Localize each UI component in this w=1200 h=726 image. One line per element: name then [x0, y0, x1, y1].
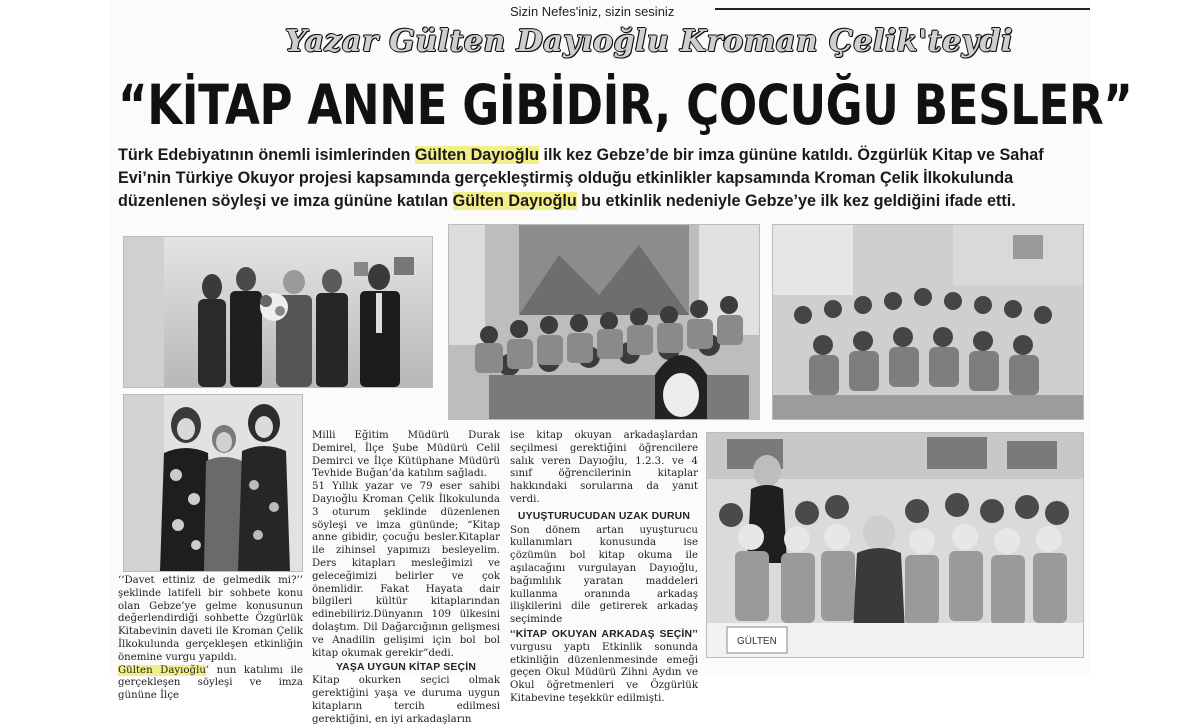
column-paragraph: Kitap okurken seçici olmak gerektiğini yaşa ve duruma uygun kitapların tercih edilmesi gerektiğini, en iyi arkadaşların — [312, 675, 500, 725]
lede-text: ilk kez Gebze’de bir imza gününe katıldı. Özgürlük Kitap ve Sahaf Evi’nin Türkiye Okuyor projesi kapsamında gerçekleştirmiş olduğu etkinlikler kapsamında Kroman Çelik İlkokulunda düzenlenen söyleşi ve imza gününe katılan — [118, 146, 1044, 210]
author-name-highlight: Gülten Dayıoğlu — [118, 664, 206, 676]
lede-text: bu etkinlik nedeniyle Gebze’ye ilk kez geldiğini ifade etti. — [576, 192, 1016, 210]
article-column-2 — [312, 430, 500, 726]
column-text: ’ nun katılımı ile gerçekleşen söyleşi ve imza gününe İlçe — [118, 664, 304, 702]
section-subhead: ‘‘KİTAP OKUYAN ARKADAŞ SEÇİN’’ — [510, 628, 698, 640]
column-paragraph: Milli Eğitim Müdürü Durak Demirel, İlçe Şube Müdürü Celil Demirci ve İlçe Kütüphane Müdürü Tevhide Buğan’da katılım sağladı. — [312, 430, 500, 480]
author-name-highlight: Gülten Dayıoğlu — [452, 192, 577, 210]
column-text: ‘‘Davet ettiniz de gelmedik mi?’’ şeklinde latifeli bir sohbete konu olan Gebze’ye gelme konusunun değerlendirdiği sohbette Özgürlük Kitabevinin daveti ile Kroman Çelik İlkokulunda gerçekleşen etkinliğin önemine vurgu yapıldı. — [118, 575, 303, 663]
photo-author-with-students — [706, 432, 1084, 658]
nameplate-label: GÜLTEN — [737, 636, 777, 647]
photo-bouquet-presentation — [123, 236, 433, 388]
column-paragraph — [510, 629, 698, 706]
article-column-3 — [510, 430, 698, 706]
section-subhead: UYUŞTURUCUDAN UZAK DURUN — [517, 510, 691, 522]
column-text: vurgusu yaptı Etkinlik sonunda etkinliğin düzenlenmesinde emeği geçen Okul Müdürü Zihni Aydın ve Okul öğretmenleri ve Özgürlük Kitabevine teşekkür edilmişti. — [510, 641, 698, 704]
photo-classroom-audience — [448, 224, 760, 420]
newspaper-tagline: Sizin Nefes'iniz, sizin sesiniz — [510, 4, 675, 19]
column-paragraph: 51 Yıllık yazar ve 79 eser sahibi Dayıoğlu Kroman Çelik İlkokulunda 3 oturum şeklinde düzenlenen söyleşi ve imza gününde; “Kitap anne gibidir, çocuğu besler.Kitaplar ile zihinsel yapımızı besleyelim. Ders kitapları mesleğimizi ve geleceğimizi belirler ve çok önemlidir. Fakat Hayata dair bilgileri kültür kitaplarından edinebiliriz.Dünyanın 109 ülkesini dolaştım. Dil Dağarcığının gelişmesi ve Anadilin gelişimi için bol bol kitap okumak gerekir”dedi. — [312, 481, 500, 659]
header-rule — [715, 8, 1090, 10]
photo-students-seated — [772, 224, 1084, 420]
article-lede — [118, 144, 1090, 213]
column-paragraph: ise kitap okuyan arkadaşlardan seçilmesi gerektiğini öğrencilere salık veren Dayıoğlu, 1.2.3. ve 4 sınıf öğrencilerinin kitaplar hakkındaki sorularına da yanıt verdi. — [510, 430, 698, 505]
section-subhead: YAŞA UYGUN KİTAP SEÇİN — [335, 662, 477, 674]
lede-text: Türk Edebiyatının önemli isimlerinden — [118, 146, 415, 164]
article-column-1 — [118, 575, 303, 703]
article-headline: “KİTAP ANNE GİBİDİR, ÇOCUĞU BESLER” — [118, 73, 1133, 137]
photo-author-portrait — [123, 394, 303, 572]
article-kicker: Yazar Gülten Dayıoğlu Kroman Çelik'teydi — [285, 24, 1014, 59]
author-name-highlight: Gülten Dayıoğlu — [414, 146, 539, 164]
column-paragraph: Son dönem artan uyuşturucu kullanımları konusunda ise çözümün bol kitap okuma ile aşılacağını vurgulayan Dayıoğlu, bağımlılık yaratan maddeleri kullanma oranında arkadaş ilişkilerini dile getirerek arkadaş seçiminde — [510, 524, 698, 626]
